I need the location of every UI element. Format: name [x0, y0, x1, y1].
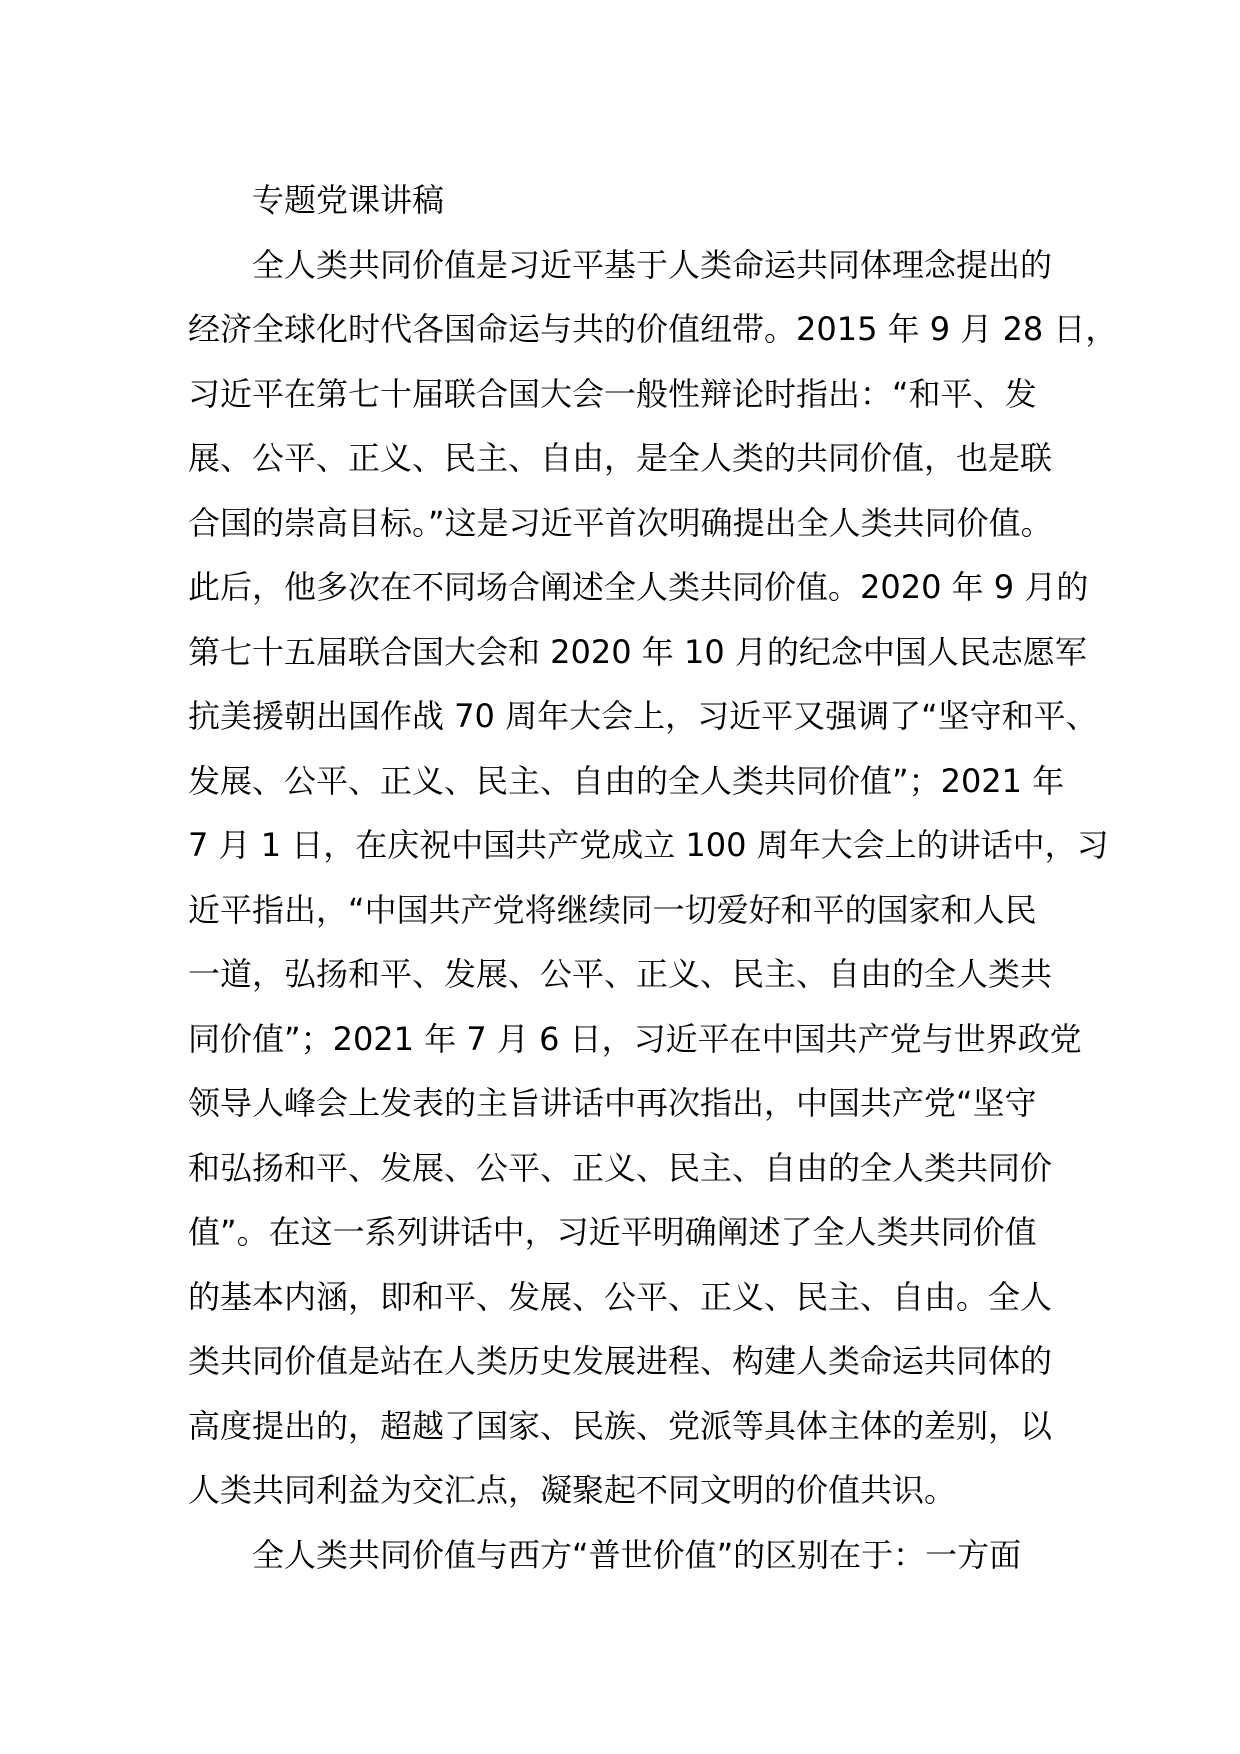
paragraph-line: 经济全球化时代各国命运与共的价值纽带。2015 年 9 月 28 日，	[188, 310, 1118, 348]
paragraph-line: 和弘扬和平、发展、公平、正义、民主、自由的全人类共同价	[188, 1148, 1053, 1187]
paragraph-2	[188, 1523, 1068, 1588]
paragraph-line: 合国的崇高目标。”这是习近平首次明确提出全人类共同价值。	[188, 503, 1053, 542]
paragraph-line: 全人类共同价值是习近平基于人类命运共同体理念提出的	[252, 245, 1053, 284]
paragraph-1	[188, 233, 1118, 1523]
paragraph-line: 抗美援朝出国作战 70 周年大会上，习近平又强调了“坚守和平、	[188, 697, 1098, 735]
paragraph-line: 近平指出，“中国共产党将继续同一切爱好和平的国家和人民	[188, 890, 1037, 929]
paragraph-line: 一道，弘扬和平、发展、公平、正义、民主、自由的全人类共	[188, 955, 1053, 993]
paragraph-line: 的基本内涵，即和平、发展、公平、正义、民主、自由。全人	[188, 1277, 1053, 1316]
paragraph-line: 习近平在第七十届联合国大会一般性辩论时指出：“和平、发	[188, 374, 1037, 413]
paragraph-line: 类共同价值是站在人类历史发展进程、构建人类命运共同体的	[188, 1342, 1053, 1380]
paragraph-line: 同价值”；2021 年 7 月 6 日，习近平在中国共产党与世界政党	[188, 1019, 1082, 1058]
paragraph-line: 第七十五届联合国大会和 2020 年 10 月的纪念中国人民志愿军	[188, 632, 1087, 671]
paragraph-line: 此后，他多次在不同场合阐述全人类共同价值。2020 年 9 月的	[188, 568, 1089, 606]
document-heading: 专题党课讲稿	[252, 181, 445, 219]
paragraph-line: 人类共同利益为交汇点，凝聚起不同文明的价值共识。	[188, 1471, 957, 1509]
paragraph-line: 领导人峰会上发表的主旨讲话中再次指出，中国共产党“坚守	[188, 1084, 1037, 1122]
paragraph-line: 发展、公平、正义、民主、自由的全人类共同价值”；2021 年	[188, 761, 1065, 800]
document-body	[188, 168, 1118, 1587]
paragraph-line: 展、公平、正义、民主、自由，是全人类的共同价值，也是联	[188, 439, 1053, 477]
paragraph-line: 7 月 1 日，在庆祝中国共产党成立 100 周年大会上的讲话中，习	[188, 826, 1109, 864]
paragraph-line: 值”。在这一系列讲话中，习近平明确阐述了全人类共同价值	[188, 1213, 1037, 1251]
paragraph-line: 高度提出的，超越了国家、民族、党派等具体主体的差别，以	[188, 1406, 1053, 1445]
paragraph-line: 全人类共同价值与西方“普世价值”的区别在于：一方面	[252, 1535, 1022, 1574]
